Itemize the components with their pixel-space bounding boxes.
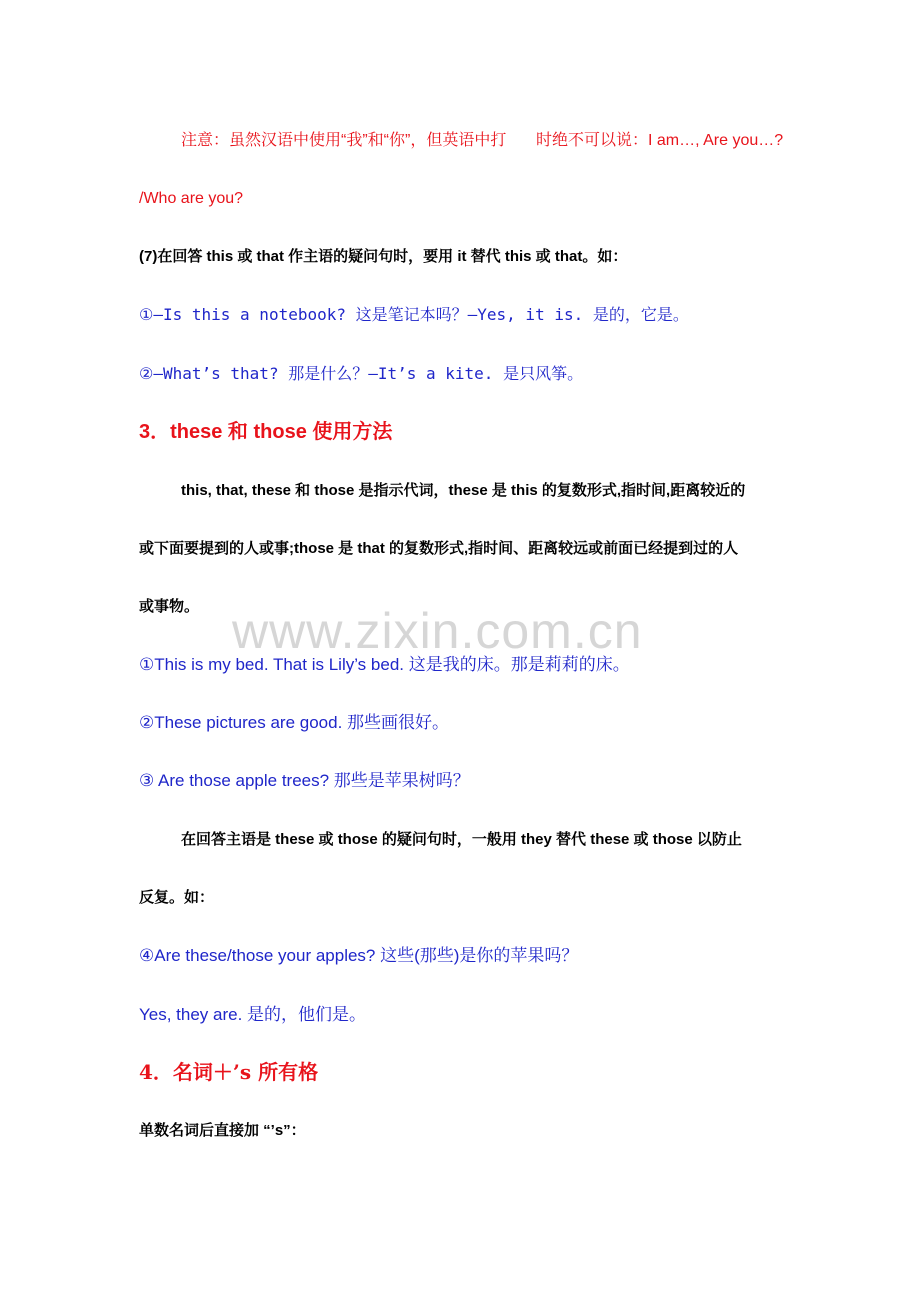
section-3-example-1: ①This is my bed. That is Lily’s bed. 这是我的床。那是莉莉的床。 xyxy=(139,655,630,674)
example-7-2: ②—What’s that? 那是什么？—It’s a kite. 是只风筝。 xyxy=(139,364,584,383)
section-3-para-line-1: this, that, these 和 those 是指示代词，these 是 this 的复数形式,指时间,距离较近的 xyxy=(181,482,746,499)
section-3-example-4: ④Are these/those your apples? 这些(那些)是你的苹果吗？ xyxy=(139,946,579,965)
section-3-example-2: ②These pictures are good. 那些画很好。 xyxy=(139,713,450,732)
section-3-para-line-2: 或下面要提到的人或事;those 是 that 的复数形式,指时间、距离较远或前面已经提到过的人 xyxy=(139,540,739,557)
example-7-1: ①—Is this a notebook? 这是笔记本吗？—Yes, it is. 是的，它是。 xyxy=(139,305,689,324)
section-3-para2-line-1: 在回答主语是 these 或 those 的疑问句时，一般用 they 替代 these 或 those 以防止 xyxy=(181,831,742,848)
section-3-example-5: Yes, they are. 是的，他们是。 xyxy=(139,1005,367,1024)
section-3-para-line-3: 或事物。 xyxy=(139,598,200,615)
note-line-continuation: /Who are you? xyxy=(139,190,244,207)
section-3-heading: 3．these 和 those 使用方法 xyxy=(139,421,393,443)
rule-7: (7)在回答 this 或 that 作主语的疑问句时，要用 it 替代 this 或 that。如： xyxy=(139,248,628,265)
note-line-part2: 时绝不可以说：I am…, Are you…? xyxy=(536,132,784,149)
section-3-para2-line-2: 反复。如： xyxy=(139,889,215,906)
watermark: www.zixin.com.cn xyxy=(232,603,643,659)
section-3-example-3: ③ Are those apple trees? 那些是苹果树吗？ xyxy=(139,771,470,790)
section-4-line-1: 单数名词后直接加 “’s”： xyxy=(139,1122,306,1139)
note-line-part1: 注意：虽然汉语中使用“我”和“你”，但英语中打 xyxy=(181,132,507,149)
section-4-heading: 4．名词＋’s 所有格 xyxy=(139,1060,319,1084)
